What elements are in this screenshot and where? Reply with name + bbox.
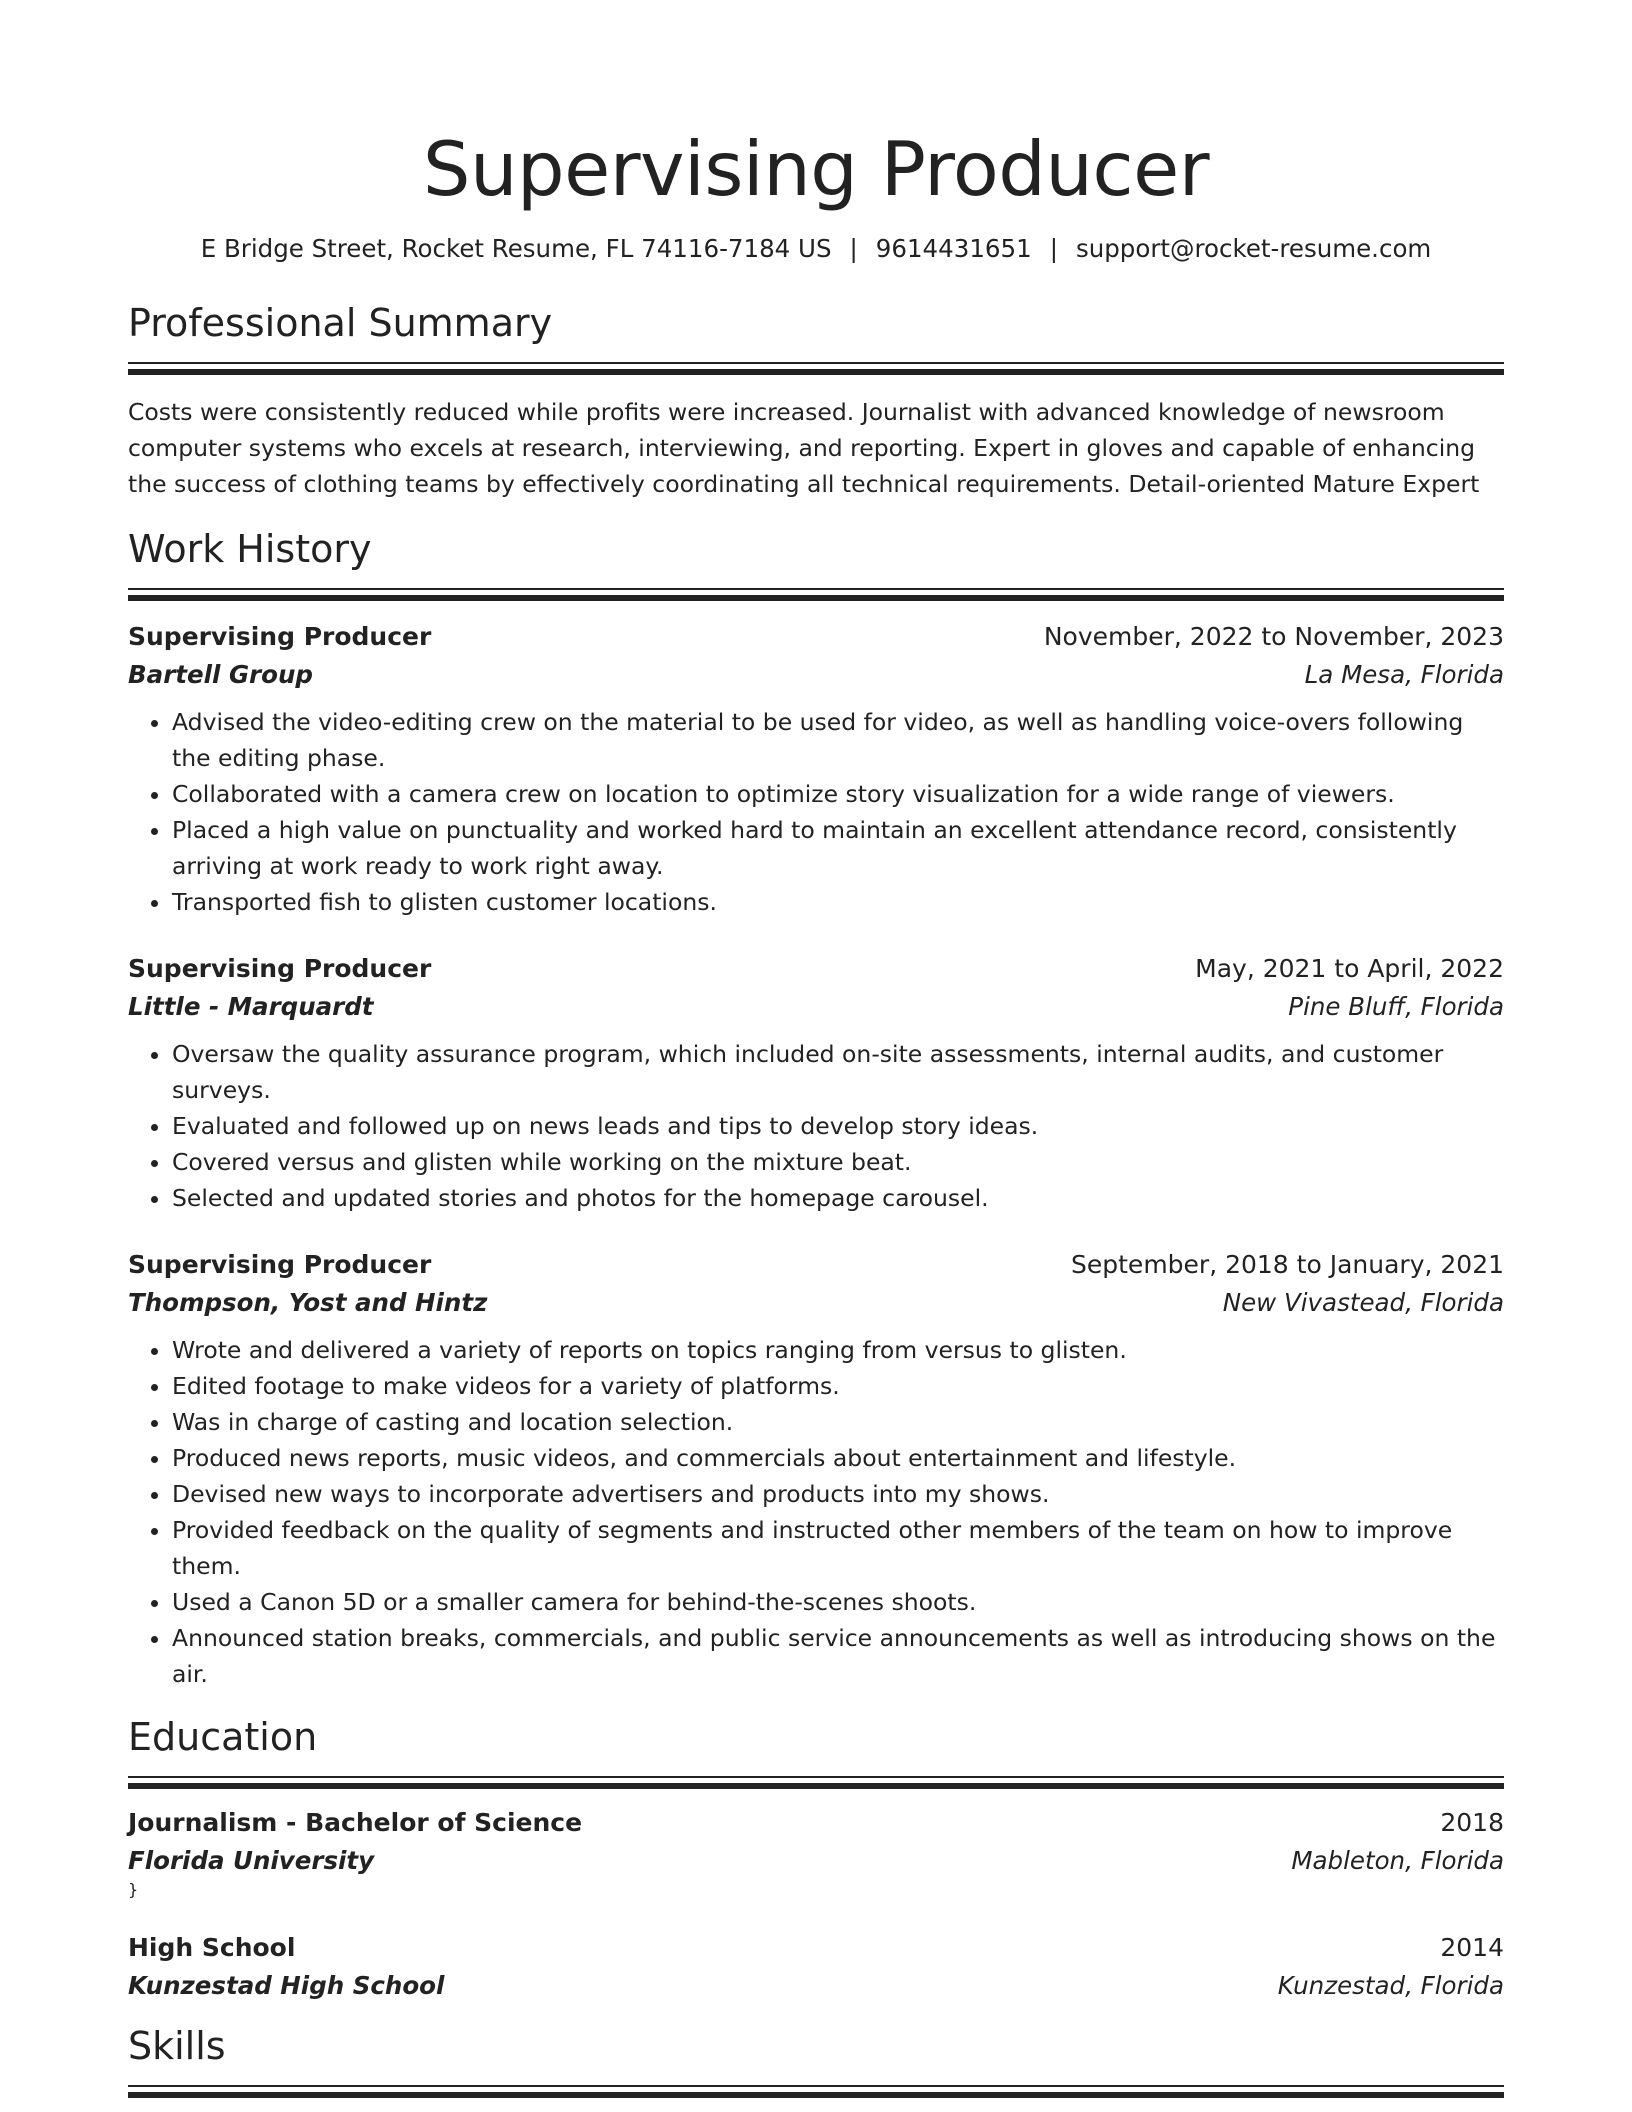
- job-entry: [128, 618, 1504, 920]
- education-degree: High School: [128, 1933, 296, 1962]
- job-bullet: • Advised the video-editing crew on the material to be used for video, as well as handling voice-overs following the editing phase.: [172, 704, 1504, 776]
- education-subheader: [128, 1842, 1504, 1880]
- contact-phone: 9614431651: [875, 234, 1032, 263]
- section-divider: [128, 1776, 1504, 1788]
- job-dates: September, 2018 to January, 2021: [1071, 1250, 1504, 1279]
- section-divider: [128, 362, 1504, 374]
- education-header: [128, 1804, 1504, 1842]
- job-bullet: • Transported fish to glisten customer locations.: [172, 884, 1504, 920]
- education-subheader: [128, 1967, 1504, 2005]
- job-dates: May, 2021 to April, 2022: [1195, 954, 1504, 983]
- education-year: 2018: [1440, 1808, 1504, 1837]
- job-dates: November, 2022 to November, 2023: [1043, 622, 1504, 651]
- job-bullet: • Placed a high value on punctuality and worked hard to maintain an excellent attendance record, consistently arriving at work ready to work right away.: [172, 812, 1504, 884]
- job-header: [128, 618, 1504, 656]
- job-entry: [128, 1246, 1504, 1692]
- education-degree: Journalism - Bachelor of Science: [128, 1808, 583, 1837]
- job-bullet: • Oversaw the quality assurance program, which included on-site assessments, internal audits, and customer surveys.: [172, 1036, 1504, 1108]
- job-bullet: • Wrote and delivered a variety of reports on topics ranging from versus to glisten.: [172, 1332, 1504, 1368]
- job-company: Bartell Group: [128, 660, 313, 689]
- work-history-section: [128, 524, 1504, 1692]
- education-school: Kunzestad High School: [128, 1971, 445, 2000]
- contact-line: [128, 232, 1504, 266]
- job-company: Little - Marquardt: [128, 992, 374, 1021]
- job-subheader: [128, 656, 1504, 694]
- job-bullet: • Produced news reports, music videos, and commercials about entertainment and lifestyle.: [172, 1440, 1504, 1476]
- education-location: Kunzestad, Florida: [1277, 1971, 1504, 2000]
- job-location: La Mesa, Florida: [1304, 660, 1504, 689]
- contact-email: support@rocket-resume.com: [1075, 234, 1432, 263]
- job-header: [128, 1246, 1504, 1284]
- job-title: Supervising Producer: [128, 622, 432, 651]
- job-bullet: • Collaborated with a camera crew on location to optimize story visualization for a wide range of viewers.: [172, 776, 1504, 812]
- job-company: Thompson, Yost and Hintz: [128, 1288, 488, 1317]
- job-title: Supervising Producer: [128, 1250, 432, 1279]
- job-bullet: • Provided feedback on the quality of segments and instructed other members of the team on how to improve them.: [172, 1512, 1504, 1584]
- job-bullet: • Covered versus and glisten while working on the mixture beat.: [172, 1144, 1504, 1180]
- job-bullet: • Evaluated and followed up on news leads and tips to develop story ideas.: [172, 1108, 1504, 1144]
- resume-page: [128, 0, 1504, 2097]
- job-bullet: • Used a Canon 5D or a smaller camera for behind-the-scenes shoots.: [172, 1584, 1504, 1620]
- work-history-heading: Work History: [128, 527, 372, 571]
- education-header: [128, 1929, 1504, 1967]
- job-bullets: [128, 704, 1504, 920]
- skills-section: [128, 2021, 1504, 2097]
- contact-separator: |: [1049, 234, 1058, 263]
- job-bullet: • Devised new ways to incorporate advertisers and products into my shows.: [172, 1476, 1504, 1512]
- job-location: Pine Bluff, Florida: [1288, 992, 1504, 1021]
- job-bullets: [128, 1332, 1504, 1692]
- education-heading: Education: [128, 1715, 318, 1759]
- education-year: 2014: [1440, 1933, 1504, 1962]
- section-divider: [128, 588, 1504, 600]
- job-bullet: • Was in charge of casting and location selection.: [172, 1404, 1504, 1440]
- summary-section: [128, 298, 1504, 502]
- summary-text: Costs were consistently reduced while profits were increased. Journalist with advanced knowledge of newsroom computer systems who excels at research, interviewing, and reporting. Expert in gloves and capable of enhancing the success of clothing teams by effectively coordinating all technical requirements. Detail-oriented Mature Expert: [128, 398, 1480, 498]
- education-location: Mableton, Florida: [1291, 1846, 1504, 1875]
- job-bullets: [128, 1036, 1504, 1216]
- job-bullet: • Selected and updated stories and photos for the homepage carousel.: [172, 1180, 1504, 1216]
- contact-separator: |: [849, 234, 858, 263]
- job-subheader: [128, 1284, 1504, 1322]
- job-title: Supervising Producer: [128, 954, 432, 983]
- education-section: [128, 1712, 1504, 2005]
- summary-heading: Professional Summary: [128, 301, 553, 345]
- job-bullet: • Edited footage to make videos for a variety of platforms.: [172, 1368, 1504, 1404]
- contact-address: E Bridge Street, Rocket Resume, FL 74116-7184 US: [200, 234, 832, 263]
- education-entry: Journalism - Bachelor of Science 2018 Florida University Mableton, Florida } High School 2014 Kunzestad High School Kunzestad, Florida: [128, 1804, 1504, 2005]
- section-divider: [128, 2085, 1504, 2097]
- education-entry: [128, 1929, 1504, 2005]
- job-entry: [128, 950, 1504, 1216]
- skills-heading: Skills: [128, 2024, 226, 2068]
- job-header: [128, 950, 1504, 988]
- education-school: Florida University: [128, 1846, 375, 1875]
- job-location: New Vivastead, Florida: [1222, 1288, 1504, 1317]
- job-subheader: [128, 988, 1504, 1026]
- job-bullet: • Announced station breaks, commercials, and public service announcements as well as introducing shows on the air.: [172, 1620, 1504, 1692]
- resume-name: Supervising Producer: [422, 125, 1210, 213]
